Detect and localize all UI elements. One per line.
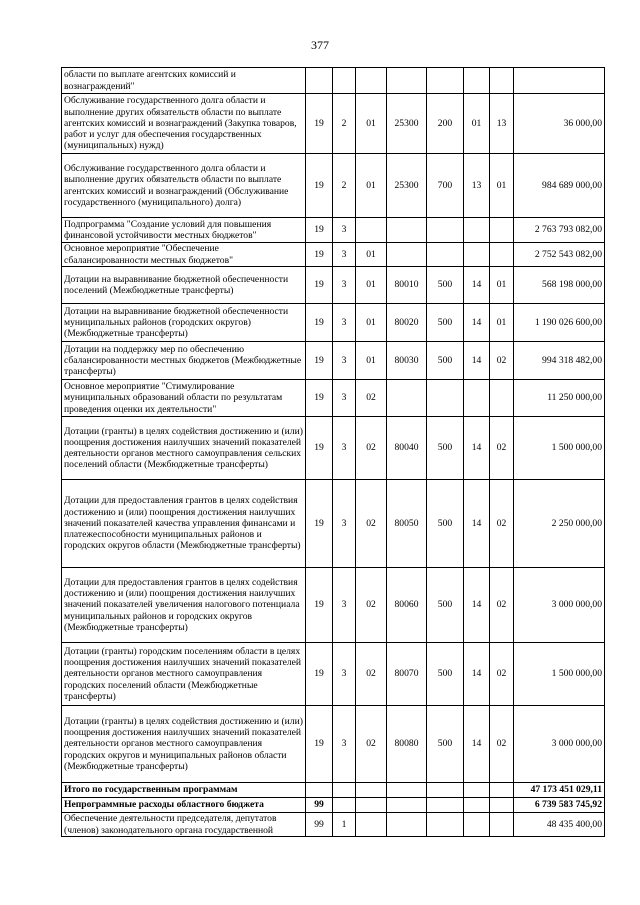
code-cell: 500 — [427, 568, 464, 643]
row-name-cell: Итого по государственным программам — [62, 783, 306, 798]
page-number: 377 — [311, 38, 329, 52]
code-cell: 25300 — [387, 154, 427, 218]
amount-cell: 2 752 543 082,00 — [514, 243, 605, 267]
code-cell: 01 — [464, 94, 490, 154]
row-name-cell: Дотации для предоставления грантов в целях содействия достижению и (или) поощрения достижения наилучших значений показателей качества управления финансами и платежеспособности муниципальных районов и городских округов области (Межбюджетные трансферты) — [62, 480, 306, 568]
amount-cell: 1 190 026 600,00 — [514, 304, 605, 342]
table-row — [62, 643, 605, 706]
table-row — [62, 568, 605, 643]
code-cell — [427, 243, 464, 267]
code-cell: 500 — [427, 267, 464, 304]
table-row — [62, 798, 605, 813]
code-cell: 3 — [333, 267, 356, 304]
code-cell — [490, 218, 514, 243]
code-cell: 99 — [306, 813, 333, 837]
amount-cell: 2 250 000,00 — [514, 480, 605, 568]
code-cell — [387, 218, 427, 243]
row-name-cell: Дотации (гранты) городским поселениям области в целях поощрения достижения наилучших значений показателей деятельности органов местного самоуправления городских поселений области (Межбюджетные трансферты) — [62, 643, 306, 706]
code-cell: 01 — [490, 267, 514, 304]
code-cell: 19 — [306, 380, 333, 417]
table-row — [62, 243, 605, 267]
budget-table-body — [62, 68, 605, 837]
code-cell: 01 — [356, 94, 387, 154]
row-name-cell: Дотации (гранты) в целях содействия достижению и (или) поощрения достижения наилучших значений показателей деятельности органов местного самоуправления сельских поселений области (Межбюджетные трансферты) — [62, 417, 306, 480]
table-row — [62, 380, 605, 417]
code-cell: 80010 — [387, 267, 427, 304]
code-cell — [464, 798, 490, 813]
amount-cell: 984 689 000,00 — [514, 154, 605, 218]
amount-cell: 1 500 000,00 — [514, 643, 605, 706]
code-cell — [387, 798, 427, 813]
code-cell: 01 — [356, 267, 387, 304]
code-cell — [464, 380, 490, 417]
code-cell: 19 — [306, 267, 333, 304]
row-name-cell: Подпрограмма "Создание условий для повышения финансовой устойчивости местных бюджетов" — [62, 218, 306, 243]
code-cell: 19 — [306, 94, 333, 154]
code-cell — [387, 380, 427, 417]
code-cell: 2 — [333, 94, 356, 154]
code-cell: 19 — [306, 154, 333, 218]
code-cell: 19 — [306, 568, 333, 643]
amount-cell: 36 000,00 — [514, 94, 605, 154]
code-cell — [427, 798, 464, 813]
code-cell: 99 — [306, 798, 333, 813]
code-cell — [490, 783, 514, 798]
code-cell: 3 — [333, 218, 356, 243]
amount-cell: 11 250 000,00 — [514, 380, 605, 417]
table-row — [62, 480, 605, 568]
code-cell — [464, 243, 490, 267]
code-cell — [490, 243, 514, 267]
code-cell — [427, 813, 464, 837]
code-cell: 19 — [306, 304, 333, 342]
code-cell: 80060 — [387, 568, 427, 643]
code-cell: 3 — [333, 380, 356, 417]
code-cell: 14 — [464, 342, 490, 380]
code-cell — [356, 218, 387, 243]
code-cell: 02 — [356, 568, 387, 643]
code-cell: 02 — [356, 480, 387, 568]
code-cell — [356, 783, 387, 798]
code-cell: 19 — [306, 243, 333, 267]
code-cell — [333, 68, 356, 94]
budget-table — [61, 67, 605, 837]
table-row — [62, 94, 605, 154]
code-cell — [356, 813, 387, 837]
code-cell: 01 — [356, 342, 387, 380]
code-cell: 14 — [464, 304, 490, 342]
table-row — [62, 267, 605, 304]
code-cell: 02 — [490, 643, 514, 706]
code-cell: 3 — [333, 480, 356, 568]
code-cell: 3 — [333, 243, 356, 267]
amount-cell: 2 763 793 082,00 — [514, 218, 605, 243]
table-row — [62, 417, 605, 480]
code-cell: 01 — [356, 243, 387, 267]
code-cell — [333, 783, 356, 798]
code-cell: 500 — [427, 304, 464, 342]
code-cell: 200 — [427, 94, 464, 154]
code-cell: 80080 — [387, 706, 427, 783]
code-cell: 01 — [356, 154, 387, 218]
table-row — [62, 218, 605, 243]
code-cell: 25300 — [387, 94, 427, 154]
code-cell: 500 — [427, 480, 464, 568]
code-cell: 14 — [464, 267, 490, 304]
amount-cell: 48 435 400,00 — [514, 813, 605, 837]
amount-cell: 47 173 451 029,11 — [514, 783, 605, 798]
table-row — [62, 706, 605, 783]
code-cell: 19 — [306, 342, 333, 380]
code-cell: 14 — [464, 480, 490, 568]
row-name-cell: Обслуживание государственного долга области и выполнение других обязательств области по выплате агентских комиссий и вознаграждений (Обслуживание государственного (муниципального) долга) — [62, 154, 306, 218]
code-cell — [306, 783, 333, 798]
code-cell: 02 — [490, 342, 514, 380]
code-cell — [356, 68, 387, 94]
code-cell: 80050 — [387, 480, 427, 568]
code-cell — [333, 798, 356, 813]
table-row — [62, 783, 605, 798]
code-cell: 01 — [490, 154, 514, 218]
row-name-cell: Обеспечение деятельности председателя, депутатов (членов) законодательного органа государственной — [62, 813, 306, 837]
code-cell: 500 — [427, 417, 464, 480]
code-cell: 14 — [464, 643, 490, 706]
code-cell: 19 — [306, 480, 333, 568]
code-cell — [427, 68, 464, 94]
row-name-cell: области по выплате агентских комиссий и вознаграждений" — [62, 68, 306, 94]
code-cell — [490, 380, 514, 417]
code-cell: 2 — [333, 154, 356, 218]
code-cell: 500 — [427, 342, 464, 380]
code-cell: 14 — [464, 568, 490, 643]
code-cell: 02 — [356, 643, 387, 706]
code-cell: 02 — [356, 380, 387, 417]
code-cell: 700 — [427, 154, 464, 218]
code-cell — [464, 218, 490, 243]
code-cell: 01 — [490, 304, 514, 342]
code-cell: 1 — [333, 813, 356, 837]
code-cell: 02 — [490, 417, 514, 480]
table-row — [62, 68, 605, 94]
code-cell: 3 — [333, 342, 356, 380]
code-cell — [464, 68, 490, 94]
code-cell: 80020 — [387, 304, 427, 342]
amount-cell: 994 318 482,00 — [514, 342, 605, 380]
code-cell — [427, 380, 464, 417]
code-cell: 14 — [464, 417, 490, 480]
table-row — [62, 154, 605, 218]
amount-cell: 1 500 000,00 — [514, 417, 605, 480]
code-cell: 19 — [306, 417, 333, 480]
row-name-cell: Дотации (гранты) в целях содействия достижению и (или) поощрения достижения наилучших значений показателей деятельности органов местного самоуправления городских округов и муниципальных районов области (Межбюджетные трансферты) — [62, 706, 306, 783]
code-cell: 3 — [333, 643, 356, 706]
code-cell — [490, 813, 514, 837]
table-row — [62, 304, 605, 342]
amount-cell: 568 198 000,00 — [514, 267, 605, 304]
row-name-cell: Основное мероприятие "Стимулирование муниципальных образований области по результатам проведения оценки их деятельности" — [62, 380, 306, 417]
code-cell — [427, 783, 464, 798]
code-cell — [306, 68, 333, 94]
row-name-cell: Дотации для предоставления грантов в целях содействия достижению и (или) поощрения достижения наилучших значений показателей увеличения налогового потенциала муниципальных районов и городских округов (Межбюджетные трансферты) — [62, 568, 306, 643]
code-cell — [387, 783, 427, 798]
code-cell — [464, 813, 490, 837]
code-cell: 02 — [356, 706, 387, 783]
code-cell: 19 — [306, 706, 333, 783]
code-cell: 3 — [333, 304, 356, 342]
code-cell: 80070 — [387, 643, 427, 706]
amount-cell — [514, 68, 605, 94]
code-cell — [490, 68, 514, 94]
code-cell: 500 — [427, 706, 464, 783]
amount-cell: 6 739 583 745,92 — [514, 798, 605, 813]
code-cell: 01 — [356, 304, 387, 342]
code-cell: 02 — [490, 706, 514, 783]
code-cell: 19 — [306, 218, 333, 243]
code-cell: 02 — [490, 568, 514, 643]
amount-cell: 3 000 000,00 — [514, 568, 605, 643]
code-cell — [387, 243, 427, 267]
code-cell — [490, 798, 514, 813]
code-cell: 14 — [464, 706, 490, 783]
row-name-cell: Основное мероприятие "Обеспечение сбалансированности местных бюджетов" — [62, 243, 306, 267]
code-cell: 500 — [427, 643, 464, 706]
code-cell — [356, 798, 387, 813]
row-name-cell: Обслуживание государственного долга области и выполнение других обязательств области по выплате агентских комиссий и вознаграждений (Закупка товаров, работ и услуг для обеспечения государственных (муниципальных) нужд) — [62, 94, 306, 154]
amount-cell: 3 000 000,00 — [514, 706, 605, 783]
code-cell: 80030 — [387, 342, 427, 380]
row-name-cell: Дотации на выравнивание бюджетной обеспеченности муниципальных районов (городских округов) (Межбюджетные трансферты) — [62, 304, 306, 342]
code-cell: 13 — [490, 94, 514, 154]
row-name-cell: Дотации на выравнивание бюджетной обеспеченности поселений (Межбюджетные трансферты) — [62, 267, 306, 304]
code-cell: 3 — [333, 706, 356, 783]
code-cell — [427, 218, 464, 243]
table-row — [62, 342, 605, 380]
code-cell: 19 — [306, 643, 333, 706]
code-cell — [387, 813, 427, 837]
row-name-cell: Непрограммные расходы областного бюджета — [62, 798, 306, 813]
row-name-cell: Дотации на поддержку мер по обеспечению сбалансированности местных бюджетов (Межбюджетные трансферты) — [62, 342, 306, 380]
code-cell — [387, 68, 427, 94]
code-cell: 3 — [333, 568, 356, 643]
code-cell: 02 — [490, 480, 514, 568]
code-cell: 3 — [333, 417, 356, 480]
code-cell — [464, 783, 490, 798]
code-cell: 02 — [356, 417, 387, 480]
table-row — [62, 813, 605, 837]
code-cell: 80040 — [387, 417, 427, 480]
code-cell: 13 — [464, 154, 490, 218]
